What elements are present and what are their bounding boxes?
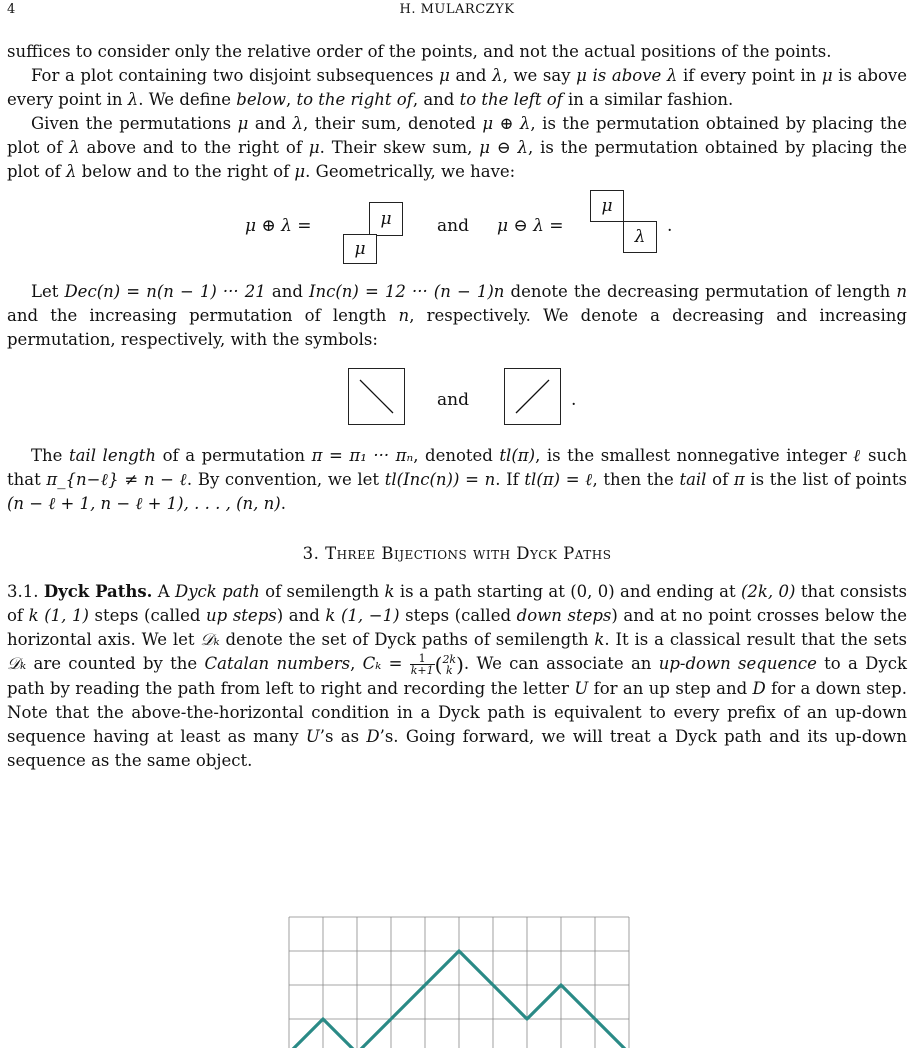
text-run: is above every point in <box>7 66 907 109</box>
text-run: . By convention, we let <box>186 470 385 489</box>
math-lambda: λ <box>666 66 678 85</box>
binomial-top: 2k <box>442 652 457 666</box>
term-is-above: is above <box>586 66 667 85</box>
math-mu: μ <box>294 162 306 181</box>
sum-lhs: μ ⊕ λ = <box>245 216 312 236</box>
text-run: ’s. Going forward, we will treat a Dyck path and its up-down sequence as the same object. <box>7 726 907 770</box>
text-run: . We can associate an <box>463 654 659 673</box>
math-tl-eq: tl(π) = ℓ <box>524 470 593 489</box>
display-period: . <box>571 390 577 410</box>
text-run: , then the <box>592 470 680 489</box>
text-run: steps (called <box>88 606 207 625</box>
paragraph-tail-length <box>7 444 907 516</box>
decreasing-symbol-box <box>348 368 405 425</box>
text-run: denote the decreasing permutation of length <box>504 282 897 301</box>
text-run: for a down step. Note that the above-the-horizontal condition in a Dyck path is equivalent to every prefix of an up-down sequence having at least as many <box>7 678 907 746</box>
math-oplus: μ ⊕ λ <box>482 114 531 133</box>
paragraph-dyck-paths <box>7 580 907 773</box>
increasing-symbol-box <box>504 368 561 425</box>
text-run: , and <box>412 90 460 109</box>
skew-lambda-box <box>623 221 657 253</box>
box-label-mu: μ <box>380 209 392 229</box>
text-run: , is the permutation obtained by placing the plot of <box>7 114 907 157</box>
text-run: , we say <box>502 66 577 85</box>
text-run: of a permutation <box>156 446 312 465</box>
text-run: is a path starting at <box>394 582 571 601</box>
term-up-steps: up steps <box>206 606 277 625</box>
math-n: n <box>398 306 410 325</box>
math-up: k (1, 1) <box>28 606 89 625</box>
math-mu: μ <box>576 66 587 85</box>
box-label-mu: μ <box>354 239 366 259</box>
text-run: and the increasing permutation of length <box>7 306 399 325</box>
grid-lines <box>289 917 629 1048</box>
math-u: U <box>574 678 589 698</box>
skew-lhs: μ ⊖ λ = <box>497 216 564 236</box>
math-lambda: λ <box>127 90 139 109</box>
text-run: . Geometrically, we have: <box>305 162 516 181</box>
text-run: and <box>449 66 493 85</box>
math-lambda: λ <box>65 162 77 181</box>
text-run: steps (called <box>399 606 517 625</box>
text-run: if every point in <box>677 66 822 85</box>
term-below: below <box>236 90 286 109</box>
dyck-path-diagram <box>288 916 632 1048</box>
term-right-of: to the right of <box>296 90 413 109</box>
text-run: , <box>285 90 297 109</box>
text-run: below and to the right of <box>76 162 295 181</box>
text-run: of <box>706 470 734 489</box>
math-mu: μ <box>439 66 450 85</box>
text-run: For a plot containing two disjoint subsequences <box>31 66 440 85</box>
binomial <box>442 654 456 676</box>
paren-close: ) <box>456 652 464 677</box>
math-start: (0, 0) <box>570 582 615 601</box>
math-dk: 𝒟ₖ <box>200 630 220 649</box>
text-run: , is the permutation obtained by placing the plot of <box>7 138 908 181</box>
text-run: and <box>248 114 293 133</box>
fraction <box>410 653 435 676</box>
math-dk: 𝒟ₖ <box>7 654 27 673</box>
display-symbols <box>7 352 907 434</box>
paragraph-sum-def <box>7 112 907 184</box>
text-run: , is the smallest nonnegative integer <box>535 446 854 465</box>
math-inc: Inc(n) = 12 ··· (n − 1)n <box>308 282 505 301</box>
math-mu: μ <box>237 114 249 133</box>
subsection-number: 3.1. <box>7 582 39 601</box>
paragraph-dec-inc <box>7 280 907 352</box>
section-heading: 3. Three Bijections with Dyck Paths <box>302 544 612 563</box>
binomial-bottom: k <box>445 663 453 677</box>
text-run: and <box>265 282 309 301</box>
math-condition: π_{n−ℓ} ≠ n − ℓ <box>46 470 187 489</box>
text-run: , respectively. We denote a decreasing and increasing permutation, respectively, with the symbols: <box>7 306 907 349</box>
term-catalan: Catalan numbers <box>204 654 351 673</box>
paragraph-above-def <box>7 64 907 112</box>
text-run: , <box>350 654 363 673</box>
math-end: (2k, 0) <box>741 582 796 601</box>
text-run: . It is a classical result that the sets <box>604 630 907 649</box>
para-text: suffices to consider only the relative order of the points, and not the actual positions of the points. <box>7 42 832 61</box>
text-run: . <box>280 494 286 513</box>
text-run: ’s as <box>319 726 367 746</box>
math-d: D <box>366 726 380 746</box>
paren-open: ( <box>434 652 443 677</box>
text-run: , their sum, denoted <box>302 114 483 133</box>
math-k: k <box>384 582 395 601</box>
skew-mu-box <box>590 190 624 222</box>
text-run: A <box>152 582 175 601</box>
text-run: in a similar fashion. <box>562 90 734 109</box>
display-sum-skew <box>7 184 907 280</box>
text-run: . Their skew sum, <box>319 138 480 157</box>
text-run: and ending at <box>614 582 741 601</box>
term-dyck-path: Dyck path <box>175 582 260 601</box>
math-n: n <box>896 282 907 301</box>
math-mu: μ <box>821 66 833 85</box>
term-tail: tail <box>679 470 707 489</box>
text-run: . If <box>495 470 525 489</box>
text-run: are counted by the <box>26 654 205 673</box>
text-run: for an up step and <box>588 678 753 698</box>
and-text: and <box>437 390 469 410</box>
and-text: and <box>437 216 469 236</box>
text-run: ) and at no point crosses below the horizontal axis. We let <box>7 606 908 649</box>
term-down-steps: down steps <box>516 606 612 625</box>
term-tail-length: tail length <box>68 446 157 465</box>
sum-mu-lower-box <box>343 234 377 264</box>
math-lambda: λ <box>292 114 303 133</box>
display-period: . <box>667 216 673 236</box>
text-run: Given the permutations <box>31 114 238 133</box>
text-run: above and to the right of <box>79 138 309 157</box>
box-label-mu: μ <box>601 196 613 216</box>
math-k: k <box>594 630 605 649</box>
text-run: to a Dyck path by reading the path from left to right and recording the letter <box>7 654 907 698</box>
page-number: 4 <box>7 2 16 17</box>
decreasing-line-icon <box>349 369 404 424</box>
math-lambda: λ <box>492 66 503 85</box>
term-left-of: to the left of <box>459 90 563 109</box>
text-run: is the list of points <box>744 470 908 489</box>
text-run: The <box>31 446 69 465</box>
text-run: ) and <box>276 606 326 625</box>
math-pi-def: π = π₁ ··· πₙ <box>311 446 414 465</box>
subsection-heading: Dyck Paths. <box>43 582 153 601</box>
paragraph-intro <box>7 40 907 64</box>
math-u: U <box>305 726 320 746</box>
fraction-denominator: k+1 <box>410 664 434 677</box>
math-lambda: λ <box>69 138 80 157</box>
text-run: , denoted <box>413 446 500 465</box>
increasing-line-icon <box>505 369 560 424</box>
math-ominus: μ ⊖ λ <box>479 138 528 157</box>
dyck-path-figure <box>288 916 632 1052</box>
math-dec: Dec(n) = n(n − 1) ··· 21 <box>64 282 266 301</box>
fraction-numerator: 1 <box>410 653 435 665</box>
math-ck: Cₖ = <box>362 654 410 673</box>
text-run: Let <box>31 282 65 301</box>
text-run: . We define <box>138 90 237 109</box>
math-tl: tl(π) <box>499 446 536 465</box>
math-points: (n − ℓ + 1, n − ℓ + 1), . . . , (n, n) <box>7 494 281 513</box>
text-run: denote the set of Dyck paths of semilength <box>219 630 595 649</box>
math-down: k (1, −1) <box>325 606 400 625</box>
running-head: H. MULARCZYK <box>399 2 515 17</box>
math-d: D <box>752 678 766 698</box>
box-label-lambda: λ <box>634 227 646 247</box>
sum-mu-box <box>369 202 403 236</box>
math-convention: tl(Inc(n)) = n <box>384 470 496 489</box>
text-run: such that <box>7 446 907 489</box>
math-ell: ℓ <box>853 446 862 465</box>
text-run: that consists of <box>7 582 907 625</box>
term-up-down-sequence: up-down sequence <box>658 654 817 673</box>
text-run: of semilength <box>259 582 385 601</box>
math-mu: μ <box>308 138 320 157</box>
page-body <box>7 40 907 773</box>
math-pi: π <box>733 470 745 489</box>
page-header <box>7 2 907 22</box>
